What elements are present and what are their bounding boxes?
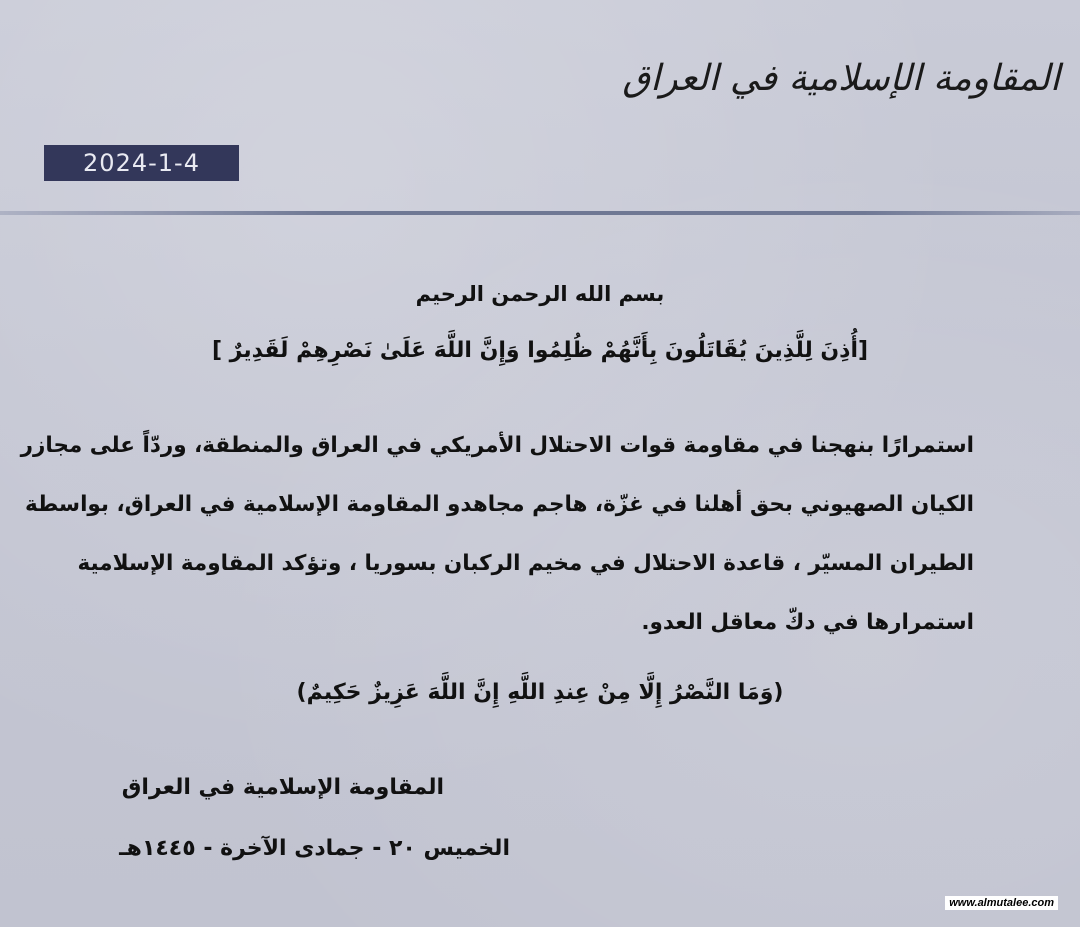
date-badge: 2024-1-4 — [44, 145, 239, 181]
website-watermark: www.almutalee.com — [945, 896, 1058, 910]
basmala: بسم الله الرحمن الرحيم — [415, 282, 665, 306]
closing-verse: (وَمَا النَّصْرُ إِلَّا مِنْ عِندِ اللَّهِ إِنَّ اللَّهَ عَزِيزٌ حَكِيمٌ) — [296, 680, 784, 705]
body-line: الطيران المسيّر ، قاعدة الاحتلال في مخيم الركبان بسوريا ، وتؤكد المقاومة الإسلامية — [77, 551, 974, 576]
body-line: الكيان الصهيوني بحق أهلنا في غزّة، هاجم مجاهدو المقاومة الإسلامية في العراق، بواسطة — [24, 492, 974, 517]
body-line: استمرارها في دكّ معاقل العدو. — [641, 610, 974, 635]
header-divider — [0, 211, 1080, 215]
statement-body — [20, 416, 974, 652]
opening-verse: [أُذِنَ لِلَّذِينَ يُقَاتَلُونَ بِأَنَّهُمْ ظُلِمُوا وَإِنَّ اللَّهَ عَلَىٰ نَصْرِهِمْ لَقَدِيرٌ ] — [211, 338, 869, 363]
signature-hijri-date: الخميس ٢٠ - جمادى الآخرة - ١٤٤٥هـ — [119, 836, 510, 861]
signature-organization: المقاومة الإسلامية في العراق — [121, 775, 444, 800]
body-line: استمرارًا بنهجنا في مقاومة قوات الاحتلال الأمريكي في العراق والمنطقة، وردّاً على مجازر — [20, 433, 974, 458]
organization-logo: المقاومة الإسلامية في العراق — [622, 58, 1060, 99]
